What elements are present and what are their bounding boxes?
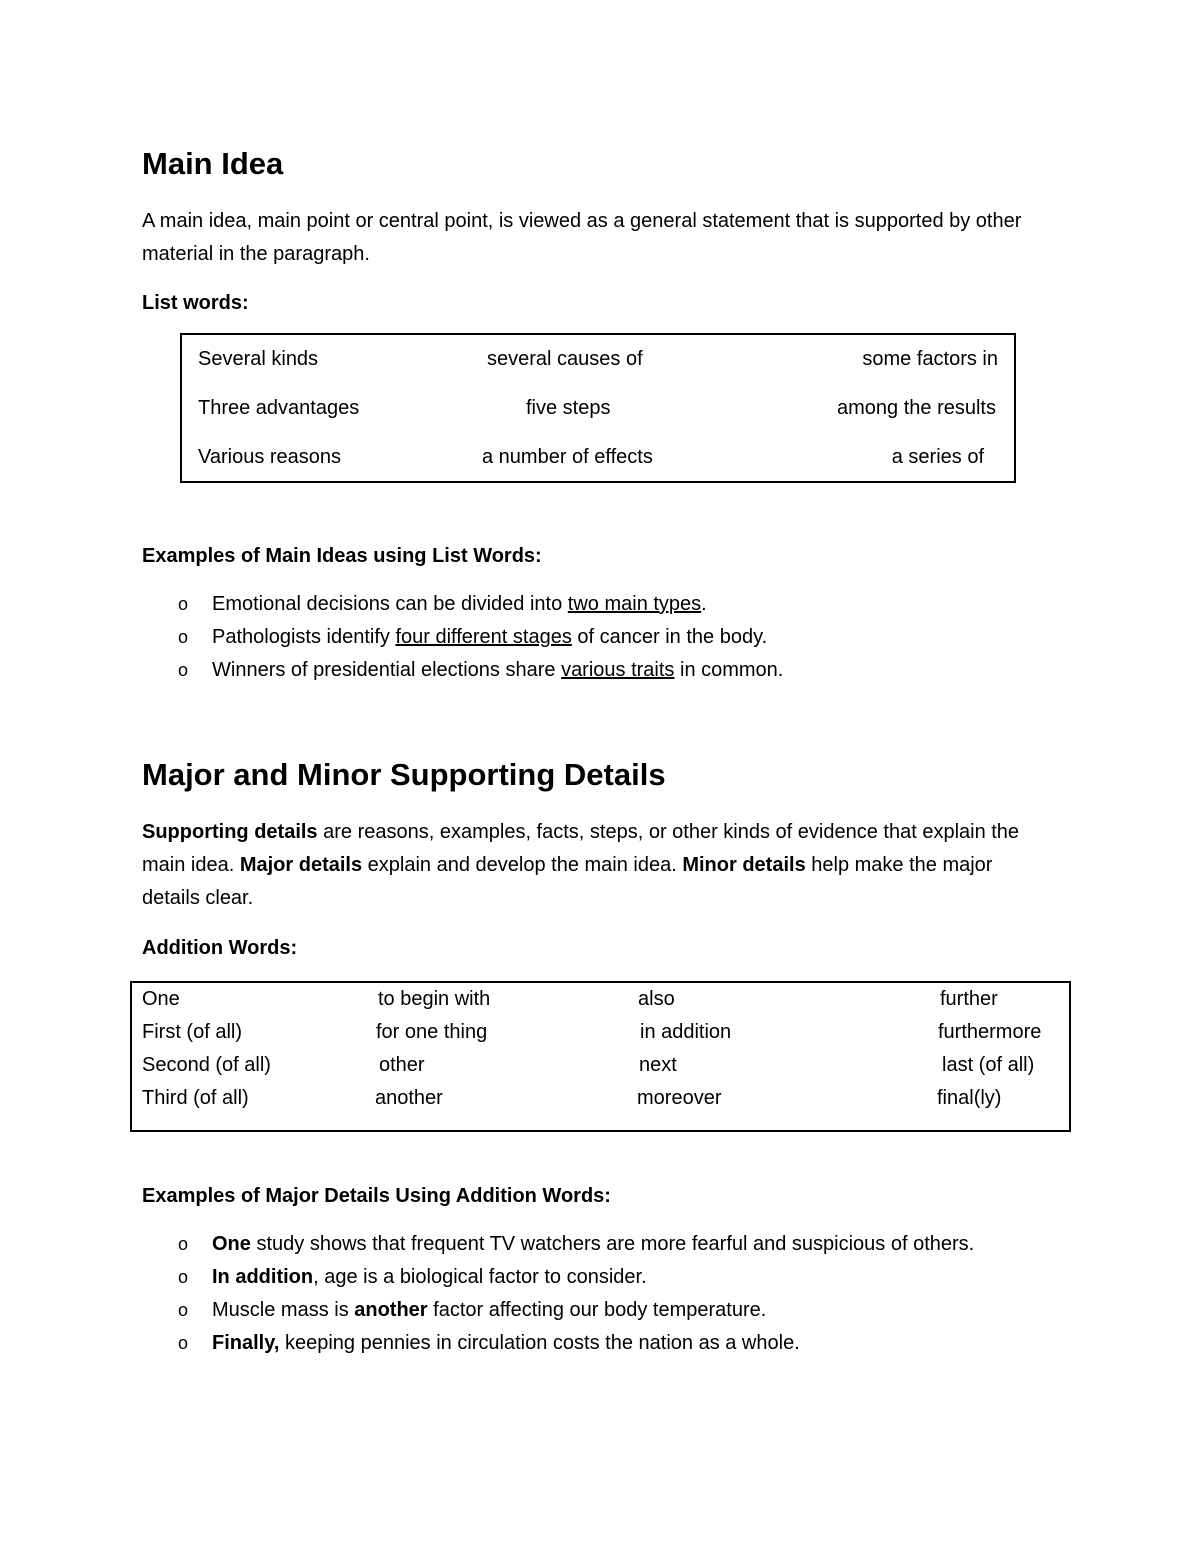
bullet-icon: o bbox=[178, 1333, 189, 1353]
addition-word-cell: further bbox=[940, 988, 998, 1010]
addition-word-cell: Third (of all) bbox=[142, 1087, 249, 1109]
addition-word-cell: First (of all) bbox=[142, 1021, 242, 1043]
list-words-label: List words: bbox=[142, 292, 249, 314]
term-major-details: Major details bbox=[239, 854, 363, 876]
supporting-details-definition: Supporting details are reasons, examples, facts, steps, or other kinds of evidence that explain the main idea. Major details explain and develop the main idea. Minor details help make the major details clear. bbox=[142, 821, 1020, 909]
example-text: One study shows that frequent TV watchers are more fearful and suspicious of others. bbox=[212, 1233, 975, 1255]
list-word-cell: among the results bbox=[837, 397, 996, 419]
bullet-icon: o bbox=[178, 1234, 189, 1254]
addition-words-label: Addition Words: bbox=[142, 937, 298, 959]
addition-word: Finally, bbox=[212, 1332, 280, 1354]
main-idea-definition: A main idea, main point or central point, is viewed as a general statement that is supported by other material in the paragraph. bbox=[142, 210, 1022, 265]
addition-word: In addition bbox=[212, 1266, 314, 1288]
list-word-cell: some factors in bbox=[862, 348, 998, 370]
bullet-icon: o bbox=[178, 594, 189, 614]
example-text: Finally, keeping pennies in circulation costs the nation as a whole. bbox=[212, 1332, 800, 1354]
example-text: Pathologists identify four different stages of cancer in the body. bbox=[212, 626, 768, 648]
term-minor-details: Minor details bbox=[682, 854, 806, 876]
addition-word-cell: in addition bbox=[640, 1021, 732, 1043]
addition-words-table bbox=[130, 981, 1071, 1132]
list-word-cell: Three advantages bbox=[198, 397, 360, 419]
major-details-examples-label: Examples of Major Details Using Addition Words: bbox=[142, 1185, 611, 1207]
addition-word-cell: for one thing bbox=[376, 1021, 488, 1043]
term-supporting-details: Supporting details bbox=[142, 821, 318, 843]
addition-word-cell: next bbox=[639, 1054, 677, 1076]
addition-word-cell: One bbox=[142, 988, 180, 1010]
addition-word-cell: other bbox=[379, 1054, 425, 1076]
main-idea-heading: Main Idea bbox=[142, 146, 284, 181]
addition-word-cell: furthermore bbox=[938, 1021, 1042, 1043]
bullet-icon: o bbox=[178, 660, 189, 680]
list-word-cell: several causes of bbox=[487, 348, 643, 370]
supporting-details-heading: Major and Minor Supporting Details bbox=[142, 757, 666, 792]
addition-word: another bbox=[354, 1299, 428, 1321]
bullet-icon: o bbox=[178, 1267, 189, 1287]
example-text: Winners of presidential elections share various traits in common. bbox=[212, 659, 784, 681]
addition-word-cell: another bbox=[375, 1087, 443, 1109]
list-word-cell: a number of effects bbox=[482, 446, 653, 468]
addition-word-cell: moreover bbox=[637, 1087, 722, 1109]
bullet-icon: o bbox=[178, 627, 189, 647]
bullet-icon: o bbox=[178, 1300, 189, 1320]
addition-word-cell: last (of all) bbox=[942, 1054, 1035, 1076]
addition-word: One bbox=[212, 1233, 251, 1255]
main-idea-examples-label: Examples of Main Ideas using List Words: bbox=[142, 545, 542, 567]
underlined-list-phrase: four different stages bbox=[395, 626, 572, 648]
underlined-list-phrase: various traits bbox=[561, 659, 675, 681]
addition-word-cell: Second (of all) bbox=[142, 1054, 271, 1076]
underlined-list-phrase: two main types bbox=[567, 593, 702, 615]
example-text: Emotional decisions can be divided into two main types. bbox=[212, 593, 707, 615]
list-word-cell: five steps bbox=[526, 397, 611, 419]
addition-word-cell: to begin with bbox=[378, 988, 491, 1010]
example-text: In addition, age is a biological factor to consider. bbox=[212, 1266, 647, 1288]
example-text: Muscle mass is another factor affecting our body temperature. bbox=[212, 1299, 767, 1321]
list-word-cell: Several kinds bbox=[198, 348, 319, 370]
addition-word-cell: also bbox=[638, 988, 675, 1010]
list-words-table bbox=[180, 333, 1016, 483]
addition-word-cell: final(ly) bbox=[937, 1087, 1002, 1109]
list-word-cell: a series of bbox=[891, 446, 984, 468]
list-word-cell: Various reasons bbox=[198, 446, 342, 468]
